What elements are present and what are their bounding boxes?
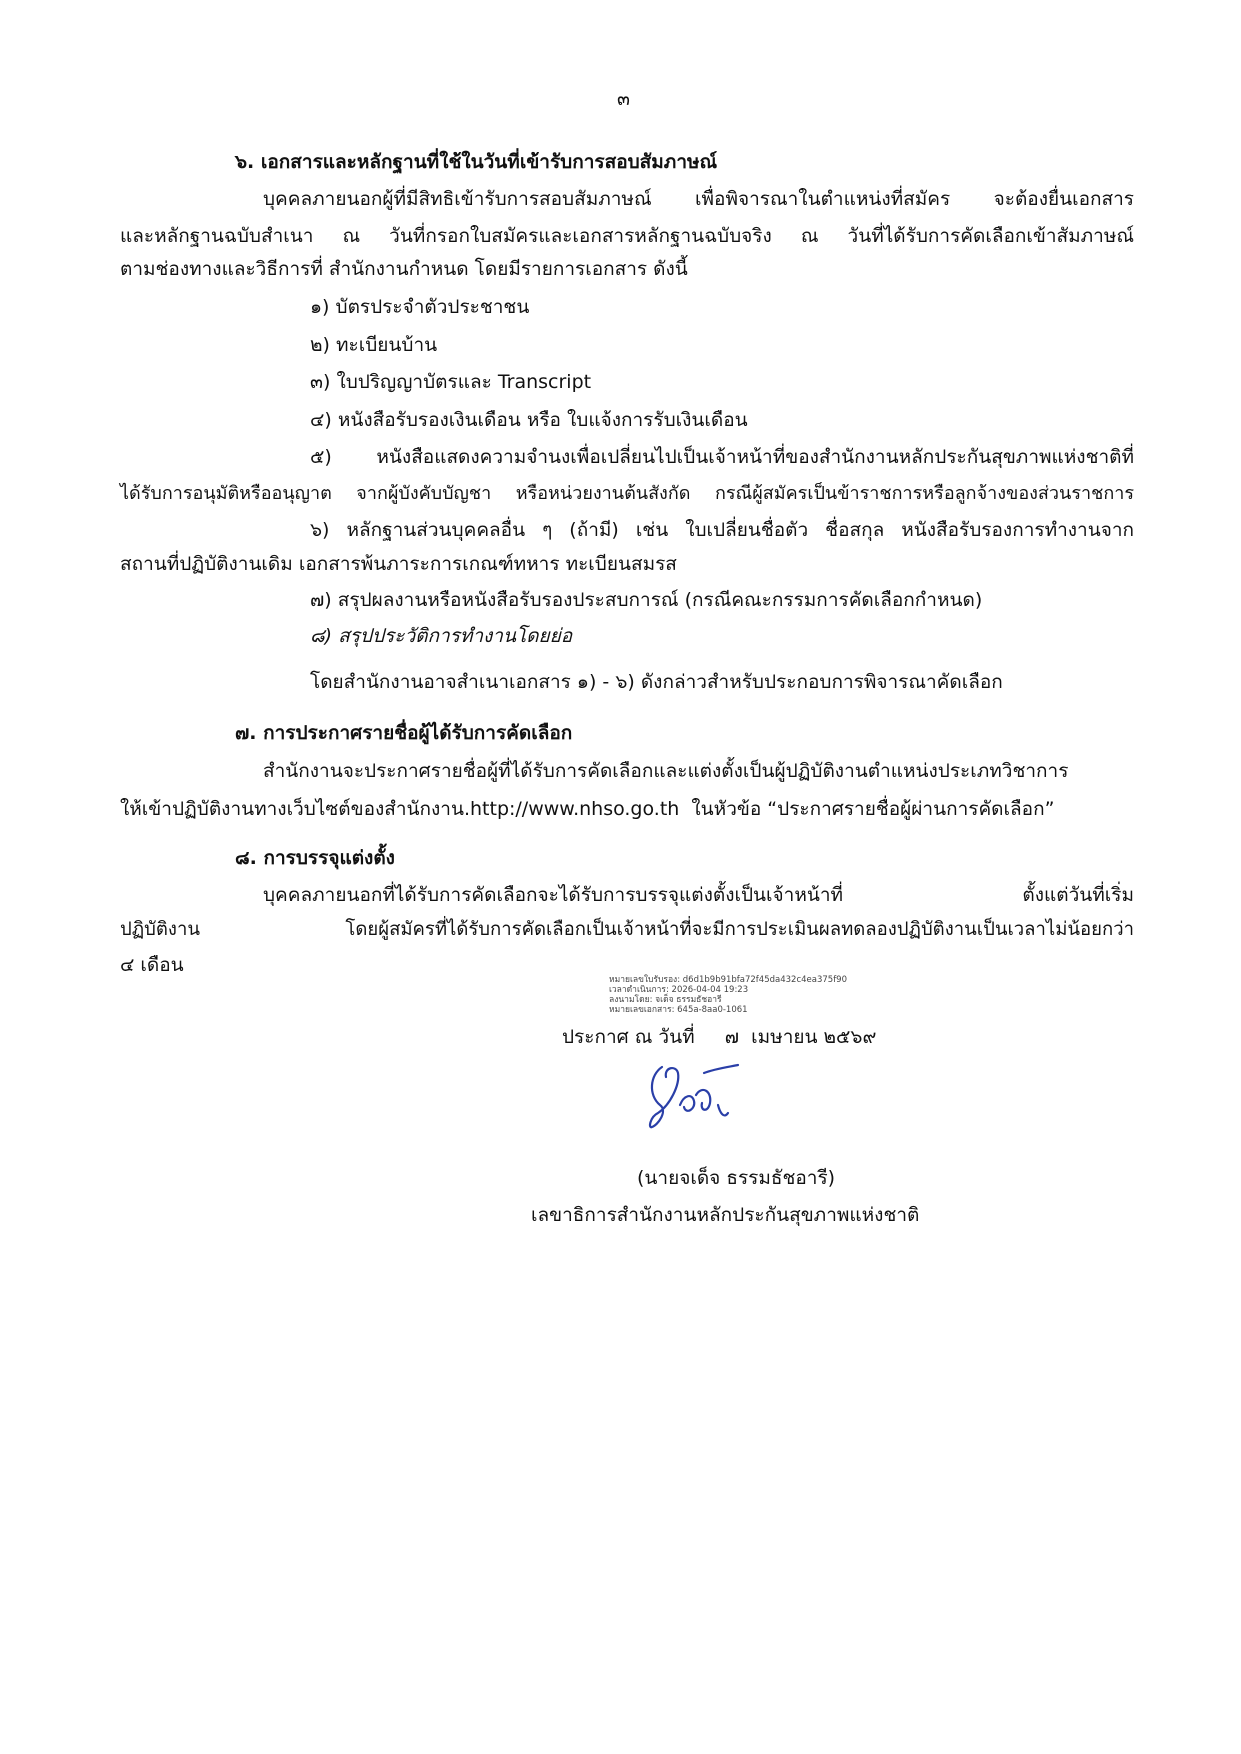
- section-6-paragraph-line: ตามช่องทางและวิธีการที่ สำนักงานกำหนด โดยมีรายการเอกสาร ดังนี้: [120, 258, 688, 280]
- section-7-text: ในหัวข้อ “ประกาศรายชื่อผู้ผ่านการคัดเลือก”: [679, 798, 1055, 820]
- document-list-item: ๘) สรุปประวัติการทำงานโดยย่อ: [310, 625, 573, 647]
- section-7-line: [120, 796, 1054, 822]
- section-6-paragraph-line: บุคคลภายนอกผู้ที่มีสิทธิเข้ารับการสอบสัมภาษณ์ เพื่อพิจารณาในตำแหน่งที่สมัคร จะต้องยื่นเอกสาร: [263, 188, 1134, 210]
- document-list-item: ๔) หนังสือรับรองเงินเดือน หรือ ใบแจ้งการรับเงินเดือน: [310, 409, 748, 431]
- handwritten-signature: [640, 1055, 750, 1135]
- stamp-timestamp: เวลาดำเนินการ: 2026-04-04 19:23: [609, 985, 749, 995]
- section-8-line: บุคคลภายนอกที่ได้รับการคัดเลือกจะได้รับการบรรจุแต่งตั้งเป็นเจ้าหน้าที่ ตั้งแต่วันที่เริ่ม: [263, 884, 1134, 906]
- stamp-signer: ลงนามโดย: จเด็จ ธรรมธัชอารี: [609, 995, 722, 1005]
- signer-name: (นายจเด็จ ธรรมธัชอารี): [637, 1167, 836, 1189]
- section-6-paragraph-line: และหลักฐานฉบับสำเนา ณ วันที่กรอกใบสมัครและเอกสารหลักฐานฉบับจริง ณ วันที่ได้รับการคัดเลือกเข้าสัมภาษณ์: [120, 225, 1134, 247]
- digital-signature-stamp: [609, 975, 847, 1015]
- document-list-item: ๓) ใบปริญญาบัตรและ Transcript: [310, 371, 592, 393]
- document-list-item: ๕) หนังสือแสดงความจำนงเพื่อเปลี่ยนไปเป็นเจ้าหน้าที่ของสำนักงานหลักประกันสุขภาพแห่งชาติที่: [310, 446, 1134, 468]
- announcement-date: ประกาศ ณ วันที่ ๗ เมษายน ๒๕๖๙: [562, 1026, 877, 1048]
- document-list-item: ๑) บัตรประจำตัวประชาชน: [310, 296, 530, 318]
- signer-title: เลขาธิการสำนักงานหลักประกันสุขภาพแห่งชาติ: [531, 1204, 920, 1226]
- section-8-line: ๔ เดือน: [120, 954, 184, 976]
- stamp-document-number: หมายเลขเอกสาร: 645a-8aa0-1061: [609, 1005, 748, 1015]
- section-6-note: โดยสำนักงานอาจสำเนาเอกสาร ๑) - ๖) ดังกล่าวสำหรับประกอบการพิจารณาคัดเลือก: [310, 671, 1003, 693]
- document-list-item-continuation: สถานที่ปฏิบัติงานเดิม เอกสารพ้นภาระการเกณฑ์ทหาร ทะเบียนสมรส: [120, 553, 677, 575]
- section-6-heading: ๖. เอกสารและหลักฐานที่ใช้ในวันที่เข้ารับการสอบสัมภาษณ์: [235, 151, 718, 173]
- section-8-line: ปฏิบัติงาน โดยผู้สมัครที่ได้รับการคัดเลือกเป็นเจ้าหน้าที่จะมีการประเมินผลทดลองปฏิบัติงานเป็นเวลาไม่น้อยกว่า: [120, 919, 1134, 940]
- section-7-heading: ๗. การประกาศรายชื่อผู้ได้รับการคัดเลือก: [235, 722, 573, 744]
- section-7-line: สำนักงานจะประกาศรายชื่อผู้ที่ได้รับการคัดเลือกและแต่งตั้งเป็นผู้ปฏิบัติงานตำแหน่งประเภทวิชาการ: [263, 760, 1069, 782]
- section-8-heading: ๘. การบรรจุแต่งตั้ง: [235, 847, 395, 869]
- document-list-item: ๖) หลักฐานส่วนบุคคลอื่น ๆ (ถ้ามี) เช่น ใบเปลี่ยนชื่อตัว ชื่อสกุล หนังสือรับรองการทำงานจาก: [310, 519, 1134, 541]
- page-number: ๓: [617, 88, 630, 110]
- section-7-text: ให้เข้าปฏิบัติงานทางเว็บไซต์ของสำนักงาน.: [120, 798, 470, 820]
- document-list-item-continuation: ได้รับการอนุมัติหรืออนุญาต จากผู้บังคับบัญชา หรือหน่วยงานต้นสังกัด กรณีผู้สมัครเป็นข้าราชการหรือลูกจ้างของส่วนราชการ: [120, 483, 1134, 504]
- stamp-certificate-number: หมายเลขใบรับรอง: d6d1b9b91bfa72f45da432c4ea375f90: [609, 975, 847, 985]
- document-list-item: ๒) ทะเบียนบ้าน: [310, 334, 438, 356]
- nhso-website-link[interactable]: http://www.nhso.go.th: [470, 798, 680, 820]
- document-list-item: ๗) สรุปผลงานหรือหนังสือรับรองประสบการณ์ (กรณีคณะกรรมการคัดเลือกกำหนด): [310, 589, 983, 611]
